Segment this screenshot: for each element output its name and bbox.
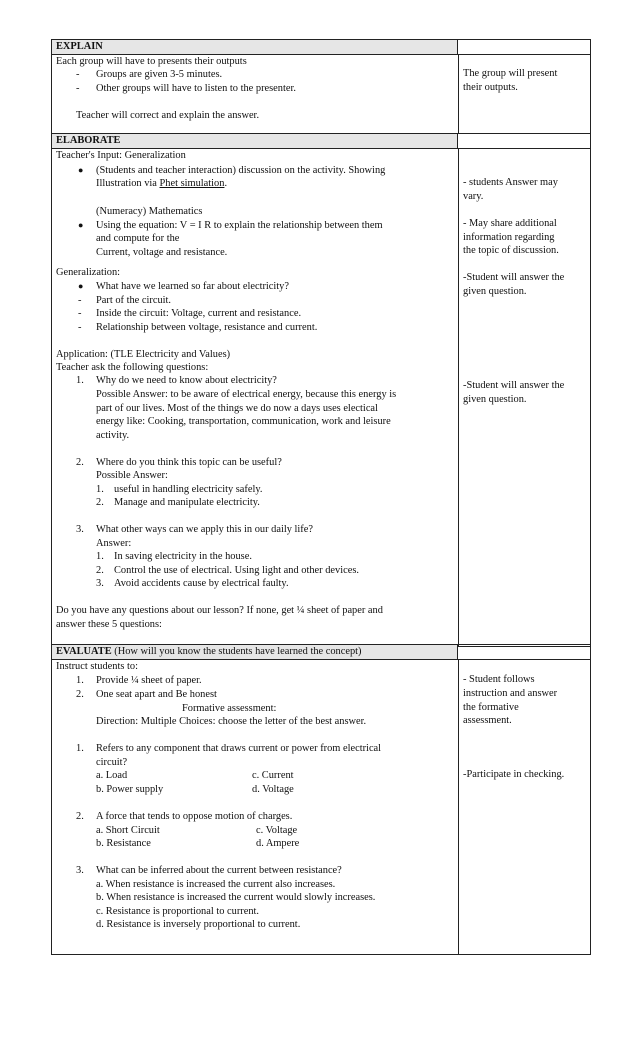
- phet-simulation-text: Phet simulation: [159, 178, 225, 189]
- teacher-input-heading: Teacher's Input: Generalization: [56, 150, 186, 161]
- direction-text: Direction: Multiple Choices: choose the letter of the best answer.: [96, 716, 367, 727]
- question-2: Where do you think this topic can be useful?: [96, 457, 282, 468]
- quiz-question-3: What can be inferred about the current between resistance?: [96, 865, 342, 876]
- formative-heading: Formative assessment:: [182, 703, 277, 714]
- question-1: Why do we need to know about electricity?: [96, 375, 277, 386]
- choice: a. Short Circuit: [96, 825, 160, 836]
- choice: d. Voltage: [252, 784, 294, 795]
- bullet-icon: ●: [78, 281, 84, 291]
- evaluate-header-row: [51, 644, 591, 660]
- explain-body-row: Each group will have to presents their outputs - Groups are given 3-5 minutes. - Other groups will have to listen to the presenter. Teacher will correct and explain the answer. The group will present their outputs.: [51, 54, 591, 134]
- choice: a. Load: [96, 770, 128, 781]
- evaluate-body-row: Instruct students to: 1. Provide ¼ sheet of paper. 2. One seat apart and Be honest Formative assessment: Direction: Multiple Choices: choose the letter of the best answer. 1. Refers to any component that draws current or power from electrical circuit? a. Load c. Current b. Power supply d. Voltage 2. A force that tends to oppose motion of charges. a. Short Circuit c. Voltage b. Resistance d. Ampere 3. What can be inferred about the current between resistance? a. When resistance is increased the current also increases. b. When resistance is increased the current would slowly increases. c. Resistance is proportional to current. d. Resistance is inversely proportional to current. - Student follows instruction and answer the formative assessment. -Participate in checking.: [51, 659, 591, 955]
- quiz-question-2: A force that tends to oppose motion of charges.: [96, 811, 293, 822]
- explain-intro: Each group will have to presents their outputs: [56, 56, 247, 67]
- choice: d. Ampere: [256, 838, 300, 849]
- lesson-plan-table: [51, 39, 591, 955]
- choice: c. Resistance is proportional to current.: [96, 906, 260, 917]
- question-3: What other ways can we apply this in our daily life?: [96, 524, 313, 535]
- explain-item: Other groups will have to listen to the presenter.: [96, 83, 296, 94]
- choice: b. Resistance: [96, 838, 151, 849]
- explain-title: EXPLAIN: [52, 40, 458, 54]
- choice: a. When resistance is increased the current also increases.: [96, 879, 336, 890]
- generalization-heading: Generalization:: [56, 267, 121, 278]
- explain-header-row: [51, 39, 591, 55]
- explain-right-text: The group will present: [463, 68, 558, 79]
- choice: d. Resistance is inversely proportional to current.: [96, 919, 301, 930]
- elaborate-header-row: [51, 133, 591, 149]
- choice: c. Current: [252, 770, 294, 781]
- quiz-question-1: Refers to any component that draws current or power from electrical: [96, 743, 382, 754]
- bullet-icon: ●: [78, 165, 84, 175]
- elaborate-body-row: Teacher's Input: Generalization ● (Students and teacher interaction) discussion on the activity. Showing Illustration via Phet simulation. (Numeracy) Mathematics ● Using the equation: V = I R to explain the relationship between them and compute for the Current, voltage and resistance. Generalization: ● What have we learned so far about electricity? - Part of the circuit. - Inside the circuit: Voltage, current and resistance. - Relationship between voltage, resistance and current. Application: (TLE Electricity and Values) Teacher ask the following questions: 1. Why do we need to know about electricity? Possible Answer: to be aware of electrical energy, because this energy is part of our lives. Most of the things we do now a days uses electical energy like: Cooking, transportation, communication, work and leisure activity. 2. Where do you think this topic can be useful? Possible Answer: 1. useful in handling electricity safely. 2. Manage and manipulate electricity. 3. What other ways can we apply this in our daily life? Answer: 1. In saving electricity in the house. 2. Control the use of electrical. Using light and other devices. 3. Avoid accidents cause by electrical faulty. Do you have any questions about our lesson? If none, get ¼ sheet of paper and answer these 5 questions: - students Answer may vary. - May share additional information regarding the topic of discussion. -Student will answer the given question. -Student will answer the given question.: [51, 148, 591, 647]
- explain-right-text: their outputs.: [463, 82, 518, 93]
- explain-teacher-note: Teacher will correct and explain the answer.: [76, 110, 260, 121]
- choice: b. When resistance is increased the current would slowly increases.: [96, 892, 376, 903]
- evaluate-subtitle: (How will you know the students have learned the concept): [114, 646, 362, 657]
- bullet-icon: ●: [78, 220, 84, 230]
- choice: b. Power supply: [96, 784, 164, 795]
- closing-note: Do you have any questions about our lesson? If none, get ¼ sheet of paper and: [56, 605, 383, 616]
- evaluate-title: EVALUATE: [56, 646, 112, 657]
- explain-item: Groups are given 3-5 minutes.: [96, 69, 223, 80]
- elaborate-title: ELABORATE: [52, 134, 458, 148]
- choice: c. Voltage: [256, 825, 298, 836]
- application-heading: Application: (TLE Electricity and Values): [56, 349, 231, 360]
